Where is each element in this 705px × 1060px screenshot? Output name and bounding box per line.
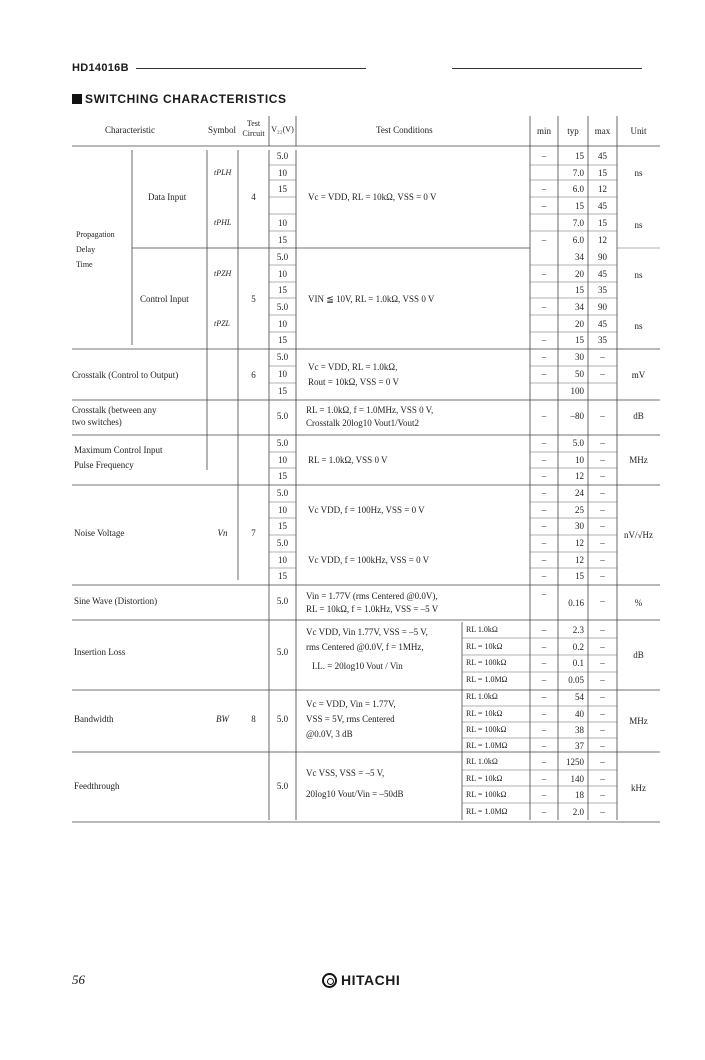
prop-group-2: Delay [76,245,96,254]
prop-typ-cell: 7.0 [572,218,584,228]
part-number: HD14016B [72,62,129,74]
sine-max: – [600,596,605,606]
noise-symbol: Vn [217,528,228,538]
prop-vdd-cell: 10 [278,218,287,228]
feedthrough-min: – [541,807,547,817]
col-vdd: V₂₂(V) [271,125,294,134]
insertion-typ: 0.1 [572,658,584,668]
insertion-load: RL 1.0kΩ [466,625,498,634]
prop-circuit-5: 5 [251,294,256,304]
col-conditions: Test Conditions [376,125,433,135]
sym-tpzl: tPZL [214,319,231,328]
prop-max-cell: 45 [598,151,607,161]
bandwidth-typ: 37 [575,741,584,751]
noise-vdd: 10 [278,505,287,515]
max-ctrl-unit: MHz [629,455,648,465]
insertion-typ: 0.05 [568,675,584,685]
feedthrough-max: – [600,790,605,800]
prop-max-cell: 12 [598,184,607,194]
bandwidth-load: RL = 10kΩ [466,709,503,718]
crosstalk-ctrl-typ: 50 [575,369,584,379]
crosstalk-sw-cond-1: RL = 1.0kΩ, f = 1.0MHz, VSS 0 V, [306,405,434,415]
prop-typ-cell: 34 [575,252,584,262]
noise-typ: 25 [575,505,584,515]
noise-cond-1: Vc VDD, f = 100Hz, VSS = 0 V [308,505,425,515]
sine-cond-1: Vin = 1.77V (rms Centered @0.0V), [306,591,438,601]
feedthrough-typ: 2.0 [572,807,584,817]
max-ctrl-min: – [541,471,547,481]
crosstalk-sw-vdd: 5.0 [276,411,289,421]
brand-name: HITACHI [341,972,401,988]
insertion-load: RL = 100kΩ [466,658,507,667]
feedthrough-min: – [541,790,547,800]
bandwidth-max: – [600,741,605,751]
prop-typ-cell: 15 [575,285,584,295]
bandwidth-vdd: 5.0 [276,714,289,724]
crosstalk-ctrl-cond-1: Vc = VDD, RL = 1.0kΩ, [308,362,398,372]
crosstalk-ctrl-vdd: 10 [278,369,287,379]
prop-max-cell: 15 [598,218,607,228]
prop-min-cell: – [541,335,547,345]
noise-max: – [600,555,605,565]
prop-typ-cell: 7.0 [572,168,584,178]
feedthrough-load: RL = 10kΩ [466,774,503,783]
bandwidth-symbol: BW [216,714,229,724]
max-ctrl-typ: 5.0 [572,438,584,448]
bandwidth-cond-2: VSS = 5V, rms Centered [306,714,395,724]
feedthrough-vdd: 5.0 [276,781,289,791]
noise-vdd: 15 [278,521,287,531]
prop-typ-cell: 20 [575,269,584,279]
crosstalk-ctrl-unit: mV [631,370,646,380]
crosstalk-ctrl-typ: 30 [575,352,584,362]
max-ctrl-typ: 10 [575,455,584,465]
feedthrough-typ: 140 [570,774,584,784]
col-typ: typ [567,126,579,136]
prop-min-cell: – [541,269,547,279]
sym-tplh: tPLH [214,168,232,177]
feedthrough-min: – [541,757,547,767]
feedthrough-typ: 18 [575,790,584,800]
crosstalk-ctrl-max: – [600,369,605,379]
bandwidth-typ: 38 [575,725,584,735]
prop-vdd-cell: 15 [278,235,287,245]
feedthrough-unit: kHz [631,783,646,793]
noise-vdd: 5.0 [276,538,289,548]
feedthrough-max: – [600,807,605,817]
prop-max-cell: 15 [598,168,607,178]
max-ctrl-min: – [541,438,547,448]
prop-min-cell: – [541,235,547,245]
feedthrough-cond-1: Vc VSS, VSS = –5 V, [306,768,385,778]
crosstalk-sw-cond-2: Crosstalk 20log10 Vout1/Vout2 [306,418,420,428]
crosstalk-ctrl-vdd: 5.0 [276,352,289,362]
insertion-cond-3: I.L. = 20log10 Vout / Vin [312,661,403,671]
col-unit: Unit [630,126,647,136]
crosstalk-ctrl-min: – [541,352,547,362]
prop-typ-cell: 6.0 [572,184,584,194]
crosstalk-ctrl-max: – [600,352,605,362]
bandwidth-cond-3: @0.0V, 3 dB [306,729,353,739]
prop-data-input: Data Input [148,192,187,202]
insertion-typ: 2.3 [572,625,584,635]
sine-vdd: 5.0 [276,596,289,606]
feedthrough-max: – [600,757,605,767]
sine-unit: % [634,598,643,608]
prop-unit: ns [634,321,643,331]
crosstalk-ctrl-cond-2: Rout = 10kΩ, VSS = 0 V [308,377,399,387]
col-min: min [536,126,551,136]
prop-unit: ns [634,168,643,178]
prop-circuit-4: 4 [251,192,256,202]
insertion-cond-2: rms Centered @0.0V, f = 1MHz, [306,642,424,652]
max-ctrl-min: – [541,455,547,465]
crosstalk-ctrl-typ: 100 [570,386,584,396]
bandwidth-max: – [600,692,605,702]
bandwidth-circuit: 8 [251,714,256,724]
prop-vdd-cell: 15 [278,335,287,345]
max-ctrl-vdd: 5.0 [276,438,289,448]
bandwidth-min: – [541,709,547,719]
crosstalk-sw-max: – [600,411,605,421]
prop-min-cell: – [541,184,547,194]
prop-cond-control: VIN ≦ 10V, RL = 1.0kΩ, VSS 0 V [308,294,435,304]
noise-max: – [600,488,605,498]
prop-unit: ns [634,220,643,230]
prop-vdd-cell: 5.0 [276,302,289,312]
prop-typ-cell: 15 [575,335,584,345]
crosstalk-sw-label-2: two switches) [72,417,122,427]
noise-circuit: 7 [251,528,256,538]
noise-vdd: 5.0 [276,488,289,498]
crosstalk-sw-typ: –80 [570,411,584,421]
col-test-circuit-2: Circuit [242,129,265,138]
bandwidth-cond-1: Vc = VDD, Vin = 1.77V, [306,699,396,709]
noise-label: Noise Voltage [74,528,125,538]
noise-max: – [600,571,605,581]
noise-typ: 30 [575,521,584,531]
prop-vdd-cell: 5.0 [276,252,289,262]
prop-max-cell: 45 [598,319,607,329]
prop-min-cell: – [541,302,547,312]
noise-typ: 15 [575,571,584,581]
noise-min: – [541,571,547,581]
max-ctrl-vdd: 15 [278,471,287,481]
prop-min-cell: – [541,201,547,211]
feedthrough-min: – [541,774,547,784]
crosstalk-ctrl-circuit: 6 [251,370,256,380]
sine-label: Sine Wave (Distortion) [74,596,158,606]
insertion-typ: 0.2 [572,642,584,652]
noise-unit: nV/√Hz [624,530,653,540]
insertion-max: – [600,642,605,652]
prop-typ-cell: 6.0 [572,235,584,245]
col-symbol: Symbol [208,125,237,135]
sine-min: – [541,589,547,599]
noise-min: – [541,538,547,548]
noise-cond-2: Vc VDD, f = 100kHz, VSS = 0 V [308,555,430,565]
prop-vdd-cell: 15 [278,184,287,194]
brand-logo [322,972,400,988]
noise-vdd: 10 [278,555,287,565]
max-ctrl-label-2: Pulse Frequency [74,460,134,470]
prop-cond-data: Vc = VDD, RL = 10kΩ, VSS = 0 V [308,192,437,202]
crosstalk-ctrl-vdd: 15 [278,386,287,396]
noise-vdd: 15 [278,571,287,581]
crosstalk-ctrl-min: – [541,369,547,379]
col-max: max [594,126,611,136]
sine-cond-2: RL = 10kΩ, f = 1.0kHz, VSS = –5 V [306,604,439,614]
prop-max-cell: 45 [598,269,607,279]
bandwidth-max: – [600,725,605,735]
noise-max: – [600,538,605,548]
insertion-vdd: 5.0 [276,647,289,657]
insertion-unit: dB [633,650,644,660]
bandwidth-typ: 54 [575,692,584,702]
bandwidth-load: RL = 100kΩ [466,725,507,734]
noise-min: – [541,505,547,515]
feedthrough-cond-2: 20log10 Vout/Vin = –50dB [306,789,404,799]
crosstalk-sw-label-1: Crosstalk (between any [72,405,157,415]
max-ctrl-vdd: 10 [278,455,287,465]
insertion-min: – [541,658,547,668]
bandwidth-max: – [600,709,605,719]
prop-max-cell: 90 [598,252,607,262]
hitachi-logo-icon [322,973,337,988]
noise-typ: 12 [575,555,584,565]
noise-max: – [600,521,605,531]
insertion-min: – [541,675,547,685]
bandwidth-load: RL = 1.0MΩ [466,741,508,750]
prop-max-cell: 90 [598,302,607,312]
feedthrough-load: RL 1.0kΩ [466,757,498,766]
bandwidth-typ: 40 [575,709,584,719]
bandwidth-unit: MHz [629,716,648,726]
feedthrough-load: RL = 1.0MΩ [466,807,508,816]
insertion-max: – [600,658,605,668]
max-ctrl-typ: 12 [575,471,584,481]
noise-typ: 24 [575,488,584,498]
noise-typ: 12 [575,538,584,548]
feedthrough-load: RL = 100kΩ [466,790,507,799]
max-ctrl-label-1: Maximum Control Input [74,445,163,455]
col-test-circuit-1: Test [246,119,261,128]
max-ctrl-cond: RL = 1.0kΩ, VSS 0 V [308,455,388,465]
prop-typ-cell: 20 [575,319,584,329]
max-ctrl-max: – [600,471,605,481]
max-ctrl-max: – [600,455,605,465]
prop-max-cell: 45 [598,201,607,211]
prop-typ-cell: 15 [575,151,584,161]
feedthrough-label: Feedthrough [74,781,120,791]
sym-tphl: tPHL [214,218,232,227]
prop-unit: ns [634,270,643,280]
bandwidth-min: – [541,741,547,751]
insertion-min: – [541,642,547,652]
crosstalk-sw-min: – [541,411,547,421]
bandwidth-min: – [541,725,547,735]
prop-vdd-cell: 10 [278,319,287,329]
page-number: 56 [72,972,85,987]
sine-typ: 0.16 [568,598,584,608]
insertion-cond-1: Vc VDD, Vin 1.77V, VSS = –5 V, [306,627,428,637]
bandwidth-load: RL 1.0kΩ [466,692,498,701]
prop-min-cell: – [541,151,547,161]
prop-group-3: Time [76,260,93,269]
crosstalk-sw-unit: dB [633,411,644,421]
feedthrough-typ: 1250 [566,757,584,767]
feedthrough-max: – [600,774,605,784]
bandwidth-min: – [541,692,547,702]
prop-vdd-cell: 5.0 [276,151,289,161]
insertion-label: Insertion Loss [74,647,126,657]
prop-vdd-cell: 10 [278,168,287,178]
noise-min: – [541,488,547,498]
noise-min: – [541,555,547,565]
prop-group-1: Propagation [76,230,115,239]
insertion-load: RL = 10kΩ [466,642,503,651]
insertion-min: – [541,625,547,635]
noise-min: – [541,521,547,531]
prop-vdd-cell: 15 [278,285,287,295]
prop-max-cell: 12 [598,235,607,245]
prop-vdd-cell: 10 [278,269,287,279]
prop-control-input: Control Input [140,294,189,304]
prop-typ-cell: 15 [575,201,584,211]
section-title-text: SWITCHING CHARACTERISTICS [85,92,287,106]
insertion-load: RL = 1.0MΩ [466,675,508,684]
prop-max-cell: 35 [598,285,607,295]
prop-typ-cell: 34 [575,302,584,312]
insertion-max: – [600,675,605,685]
crosstalk-ctrl-label: Crosstalk (Control to Output) [72,370,179,380]
noise-max: – [600,505,605,515]
sym-tpzh: tPZH [214,269,232,278]
col-characteristic: Characteristic [105,125,155,135]
bandwidth-label: Bandwidth [74,714,114,724]
max-ctrl-max: – [600,438,605,448]
prop-max-cell: 35 [598,335,607,345]
insertion-max: – [600,625,605,635]
